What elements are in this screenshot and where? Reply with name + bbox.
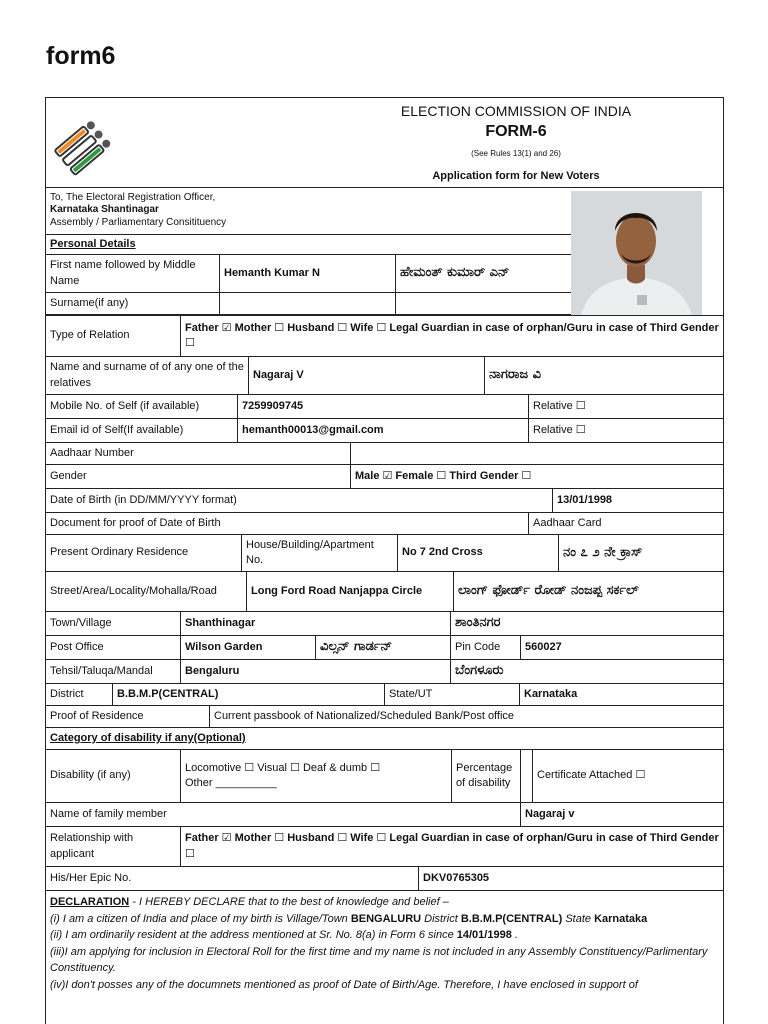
house-label: House/Building/Apartment No.	[242, 535, 398, 571]
disability-label: Disability (if any)	[46, 750, 181, 802]
disability-row	[46, 750, 723, 803]
birth-state: Karnataka	[594, 912, 648, 925]
residence-proof-label: Proof of Residence	[46, 706, 210, 727]
relative-name-value-kannada[interactable]: ನಾಗರಾಜ ವಿ	[489, 367, 541, 383]
mobile-relative-checkbox[interactable]: Relative ☐	[533, 399, 586, 412]
surname-value[interactable]	[220, 293, 396, 314]
mobile-value[interactable]: 7259909745	[238, 395, 529, 418]
street-value-kannada[interactable]: ಲಾಂಗ್ ಫೋರ್ಡ್ ರೋಡ್ ನಂಜಪ್ಪ ಸರ್ಕಲ್	[458, 583, 639, 599]
personal-details-row	[46, 235, 571, 255]
residence-since-date: 14/01/1998	[456, 929, 512, 941]
disability-options-line2[interactable]: Other __________	[185, 777, 277, 789]
disability-percentage-label: Percentage of disability	[452, 750, 521, 802]
form-header	[46, 98, 723, 188]
relationship-options[interactable]: Father ☑ Mother ☐ Husband ☐ Wife ☐ Legal Guardian in case of orphan/Guru in case of Third Gender ☐	[185, 832, 719, 860]
aadhaar-value[interactable]	[351, 443, 723, 464]
surname-row	[46, 293, 571, 315]
org-name: ELECTION COMMISSION OF INDIA	[400, 103, 632, 119]
town-value-kannada[interactable]: ಶಾಂತಿನಗರ	[455, 615, 501, 631]
street-row	[46, 572, 723, 612]
pin-code-label: Pin Code	[451, 636, 521, 659]
mobile-row	[46, 395, 723, 419]
dob-label: Date of Birth (in DD/MM/YYYY format)	[46, 489, 553, 512]
post-office-label: Post Office	[46, 636, 181, 659]
declaration-line3: (iii)I am applying for inclusion in Electoral Roll for the first time and my name is not included in any Assembly Constituency/Parlimentary Constituency.	[50, 945, 708, 974]
rules-reference: (See Rules 13(1) and 26)	[471, 149, 561, 158]
addressee-line1: To, The Electoral Registration Officer,	[50, 191, 216, 203]
addressee-row	[46, 187, 571, 235]
gender-row	[46, 465, 723, 489]
dob-proof-row	[46, 513, 723, 535]
surname-label: Surname(if any)	[46, 293, 220, 314]
family-member-row	[46, 803, 723, 827]
dob-proof-value[interactable]: Aadhaar Card	[533, 516, 602, 529]
first-name-row	[46, 255, 571, 293]
birth-district: B.B.M.P(CENTRAL)	[460, 912, 563, 925]
post-office-row	[46, 636, 723, 660]
email-value[interactable]: hemanth00013@gmail.com	[238, 419, 529, 442]
email-label: Email id of Self(If available)	[46, 419, 238, 442]
state-label: State/UT	[385, 684, 520, 705]
dob-row	[46, 489, 723, 513]
form-6	[45, 97, 724, 1024]
aadhaar-row	[46, 443, 723, 465]
declaration-line4: (iv)I don't posses any of the documnets mentioned as proof of Date of Birth/Age. Therefore, I have enclosed in support of	[50, 978, 638, 991]
gender-label: Gender	[46, 465, 351, 488]
surname-value-kannada[interactable]	[396, 293, 571, 314]
tehsil-value[interactable]: Bengaluru	[181, 660, 451, 683]
aadhaar-label: Aadhaar Number	[46, 443, 351, 464]
disability-percentage-value[interactable]	[521, 750, 533, 802]
residence-row	[46, 535, 723, 572]
declaration	[46, 891, 723, 996]
street-value[interactable]: Long Ford Road Nanjappa Circle	[247, 572, 454, 611]
disability-heading-row	[46, 728, 723, 750]
addressee-line3: Assembly / Parliamentary Consitituency	[50, 216, 227, 228]
personal-details-heading: Personal Details	[50, 237, 136, 250]
district-label: District	[46, 684, 113, 705]
disability-options[interactable]	[181, 750, 452, 802]
first-name-value-kannada[interactable]: ಹೇಮಂತ್ ಕುಮಾರ್ ಎನ್	[400, 265, 510, 281]
declaration-line2-end: .	[511, 929, 518, 941]
addressee-line2: Karnataka Shantinagar	[50, 204, 159, 216]
relation-type-row	[46, 315, 723, 357]
post-office-value-kannada[interactable]: ವಿಲ್ಸನ್ ಗಾರ್ಡನ್	[316, 636, 451, 659]
declaration-line1: (i) I am a citizen of India and place of my birth is Village/Town	[50, 912, 351, 925]
district-value[interactable]: B.B.M.P(CENTRAL)	[113, 684, 385, 705]
certificate-attached-checkbox[interactable]: Certificate Attached ☐	[537, 769, 646, 782]
first-name-label: First name followed by Middle Name	[46, 255, 220, 292]
pin-code-value[interactable]: 560027	[525, 640, 562, 653]
tehsil-label: Tehsil/Taluqa/Mandal	[46, 660, 181, 683]
dob-value[interactable]: 13/01/1998	[557, 493, 613, 506]
relation-type-label: Type of Relation	[46, 316, 181, 356]
house-value-kannada[interactable]: ನಂ ೭ ೨ ನೇ ಕ್ರಾಸ್	[563, 544, 643, 560]
page-title: form6	[46, 42, 116, 70]
relationship-row	[46, 827, 723, 867]
state-value[interactable]: Karnataka	[524, 687, 578, 700]
epic-label: His/Her Epic No.	[46, 867, 419, 890]
relative-name-row	[46, 357, 723, 395]
family-member-label: Name of family member	[46, 803, 521, 826]
email-row	[46, 419, 723, 443]
tehsil-value-kannada[interactable]: ಬೆಂಗಳೂರು	[455, 663, 504, 679]
residence-proof-row	[46, 706, 723, 728]
applicant-photo-image	[571, 191, 702, 315]
gender-options[interactable]: Male ☑ Female ☐ Third Gender ☐	[355, 469, 532, 482]
eci-logo-icon	[50, 108, 130, 178]
declaration-line2: (ii) I am ordinarily resident at the address mentioned at Sr. No. 8(a) in Form 6 since	[50, 929, 457, 941]
family-member-value[interactable]: Nagaraj v	[525, 807, 575, 820]
email-relative-checkbox[interactable]: Relative ☐	[533, 423, 586, 436]
form-subtitle: Application form for New Voters	[432, 170, 600, 182]
town-value[interactable]: Shanthinagar	[181, 612, 451, 635]
dob-proof-label: Document for proof of Date of Birth	[46, 513, 529, 534]
relation-type-options[interactable]: Father ☑ Mother ☐ Husband ☐ Wife ☐ Legal Guardian in case of orphan/Guru in case of Third Gender ☐	[185, 321, 719, 349]
relative-name-label: Name and surname of of any one of the relatives	[46, 357, 249, 394]
form-number: FORM-6	[485, 123, 547, 140]
house-value[interactable]: No 7 2nd Cross	[398, 535, 559, 571]
tehsil-row	[46, 660, 723, 684]
town-row	[46, 612, 723, 636]
birth-town: BENGALURU	[350, 912, 422, 925]
street-label: Street/Area/Locality/Mohalla/Road	[46, 572, 247, 611]
declaration-intro: - I HEREBY DECLARE that to the best of knowledge and belief –	[129, 896, 449, 908]
residence-proof-value[interactable]: Current passbook of Nationalized/Scheduled Bank/Post office	[214, 709, 515, 722]
post-office-value[interactable]: Wilson Garden	[181, 636, 316, 659]
epic-row	[46, 867, 723, 891]
declaration-line1-district-text: District	[421, 912, 461, 925]
residence-label: Present Ordinary Residence	[46, 535, 242, 571]
disability-options-line1[interactable]: Locomotive ☐ Visual ☐ Deaf & dumb ☐	[185, 761, 381, 774]
epic-value[interactable]: DKV0765305	[423, 871, 490, 884]
relationship-label: Relationship with applicant	[46, 827, 181, 866]
mobile-label: Mobile No. of Self (if available)	[46, 395, 238, 418]
relative-name-value[interactable]: Nagaraj V	[249, 357, 485, 394]
declaration-heading: DECLARATION	[50, 896, 130, 908]
disability-heading: Category of disability if any(Optional)	[50, 731, 246, 744]
district-row	[46, 684, 723, 706]
applicant-photo	[571, 191, 702, 315]
first-name-value[interactable]: Hemanth Kumar N	[220, 255, 396, 292]
town-label: Town/Village	[46, 612, 181, 635]
declaration-line1-state-text: State	[562, 912, 595, 925]
